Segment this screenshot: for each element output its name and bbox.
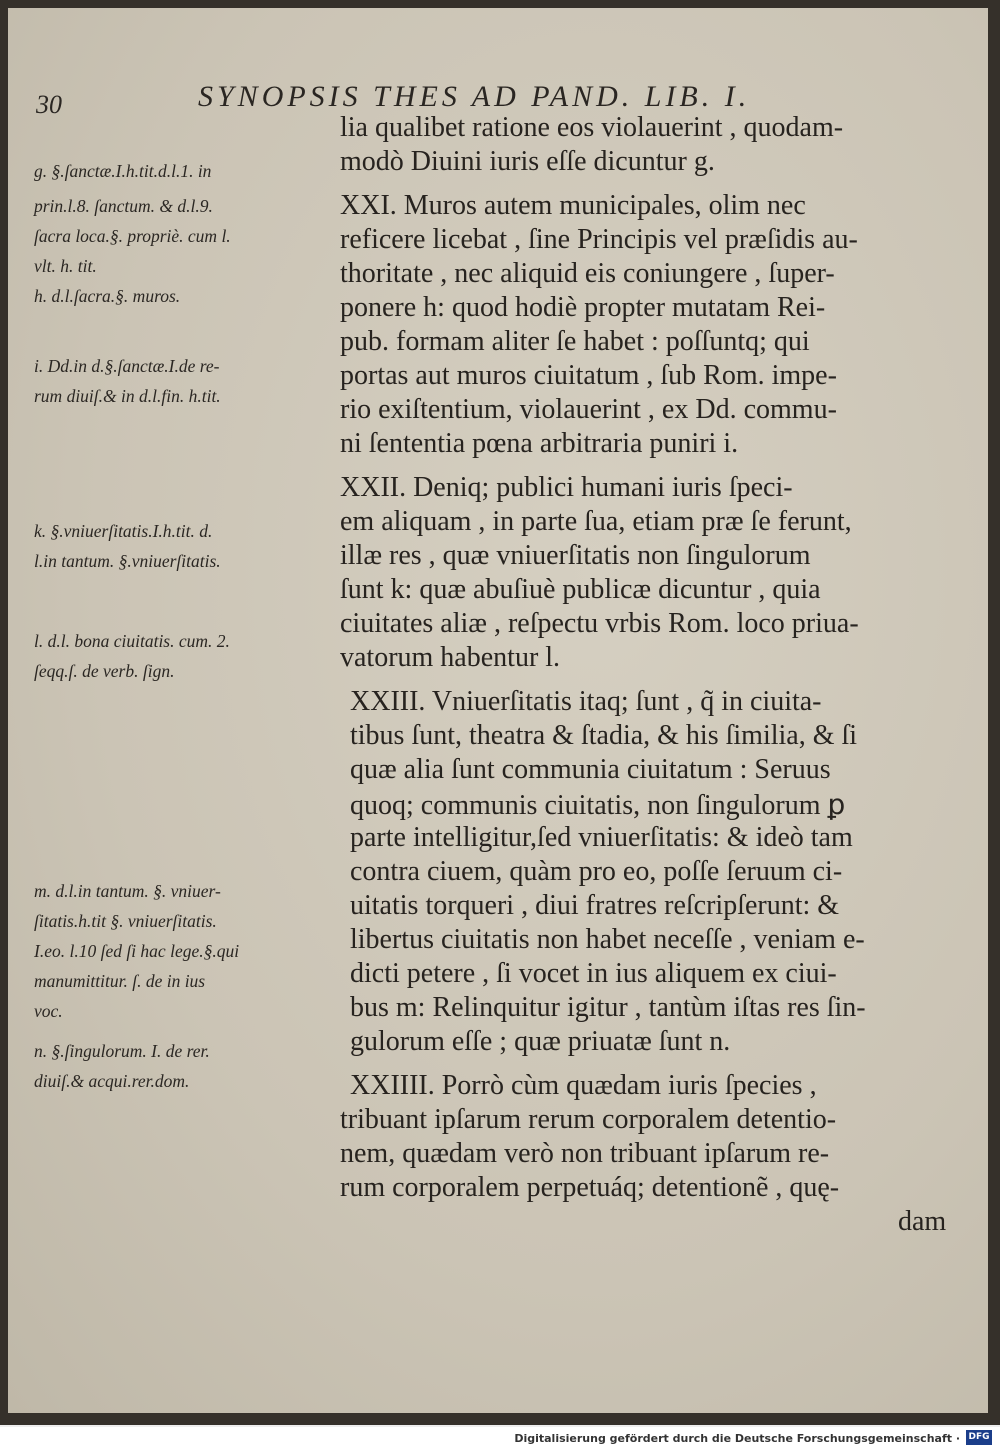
text-line: pub. formam aliter ſe habet : poſſuntq; qui (340, 326, 810, 357)
text-line: XXI. Muros autem municipales, olim nec (340, 190, 806, 221)
text-line: uitatis torqueri , diui fratres reſcripſerunt: & (350, 890, 840, 921)
marginal-note: l. d.l. bona ciuitatis. cum. 2. (34, 631, 230, 651)
text-line: em aliquam , in parte ſua, etiam præ ſe ferunt, (340, 506, 852, 537)
text-line: lia qualibet ratione eos violauerint , quodam- (340, 112, 844, 143)
marginal-note: prin.l.8. ſanctum. & d.l.9. (34, 196, 213, 216)
text-line: reficere licebat , ſine Principis vel præſidis au- (340, 224, 858, 255)
text-line: parte intelligitur,ſed vniuerſitatis: & ideò tam (350, 822, 853, 853)
text-line: tibus ſunt, theatra & ſtadia, & his ſimilia, & ſi (350, 720, 858, 751)
marginal-note: diuiſ.& acqui.rer.dom. (34, 1071, 190, 1091)
running-head: SYNOPSIS THES AD PAND. LIB. I. (198, 80, 751, 113)
text-line: bus m: Relinquitur igitur , tantùm iſtas res ſin- (350, 992, 866, 1023)
marginal-note: ſacra loca.§. propriè. cum l. (34, 226, 231, 246)
marginal-note: voc. (34, 1001, 63, 1021)
text-line: XXIIII. Porrò cùm quædam iuris ſpecies , (350, 1070, 817, 1101)
text-line: ponere h: quod hodiè propter mutatam Rei- (340, 292, 826, 323)
text-line: thoritate , nec aliquid eis coniungere , ſuper- (340, 258, 835, 289)
marginal-note: i. Dd.in d.§.ſanctæ.I.de re- (34, 356, 220, 376)
marginal-note: rum diuiſ.& in d.l.fin. h.tit. (34, 386, 221, 406)
text-line: dam (898, 1206, 947, 1237)
footer-bar (0, 1427, 1000, 1449)
text-line: quæ alia ſunt communia ciuitatum : Seruus (350, 754, 831, 785)
text-line: rum corporalem perpetuáq; detentionẽ , quę- (340, 1172, 840, 1203)
marginal-note: g. §.ſanctæ.I.h.tit.d.l.1. in (34, 161, 212, 181)
marginal-note: I.eo. l.10 ſed ſi hac lege.§.qui (34, 941, 240, 961)
text-line: rio exiſtentium, violauerint , ex Dd. commu- (340, 394, 837, 425)
marginal-note: n. §.ſingulorum. I. de rer. (34, 1041, 210, 1061)
marginal-note: l.in tantum. §.vniuerſitatis. (34, 551, 221, 571)
text-line: vatorum habentur l. (340, 642, 561, 673)
text-line: ſunt k: quæ abuſiuè publicæ dicuntur , quia (340, 574, 821, 605)
marginal-note: vlt. h. tit. (34, 256, 97, 276)
text-line: portas aut muros ciuitatum , ſub Rom. impe- (340, 360, 837, 391)
text-line: ni ſententia pœna arbitraria puniri i. (340, 428, 739, 459)
text-line: dicti petere , ſi vocet in ius aliquem ex ciui- (350, 958, 837, 989)
text-line: XXII. Deniq; publici humani iuris ſpeci- (340, 472, 793, 503)
book-page (8, 8, 988, 1413)
text-line: contra ciuem, quàm pro eo, poſſe ſeruum ci- (350, 856, 843, 887)
marginal-note: k. §.vniuerſitatis.I.h.tit. d. (34, 521, 213, 541)
text-line: ciuitates aliæ , reſpectu vrbis Rom. loco priua- (340, 608, 859, 639)
text-line: gulorum eſſe ; quæ priuatæ ſunt n. (350, 1026, 731, 1057)
text-line: nem, quædam verò non tribuant ipſarum re- (340, 1138, 830, 1169)
text-line: libertus ciuitatis non habet neceſſe , veniam e- (350, 924, 865, 955)
text-line: tribuant ipſarum rerum corporalem detentio- (340, 1104, 837, 1135)
text-line: modò Diuini iuris eſſe dicuntur g. (340, 146, 715, 177)
dfg-logo: DFG (966, 1430, 992, 1445)
page-number: 30 (36, 90, 62, 119)
text-line: quoq; communis ciuitatis, non ſingulorum ꝑ (350, 790, 846, 821)
marginal-note: ſitatis.h.tit §. vniuerſitatis. (34, 911, 217, 931)
marginal-note: manumittitur. ſ. de in ius (34, 971, 206, 991)
text-line: illæ res , quæ vniuerſitatis non ſingulorum (340, 540, 811, 571)
marginal-note: h. d.l.ſacra.§. muros. (34, 286, 181, 306)
funding-credit: Digitalisierung gefördert durch die Deutsche Forschungsgemeinschaft · (514, 1432, 960, 1445)
marginal-note: ſeqq.ſ. de verb. ſign. (34, 661, 175, 681)
text-line: XXIII. Vniuerſitatis itaq; ſunt , q̃ in ciuita- (350, 686, 822, 717)
marginal-note: m. d.l.in tantum. §. vniuer- (34, 881, 221, 901)
